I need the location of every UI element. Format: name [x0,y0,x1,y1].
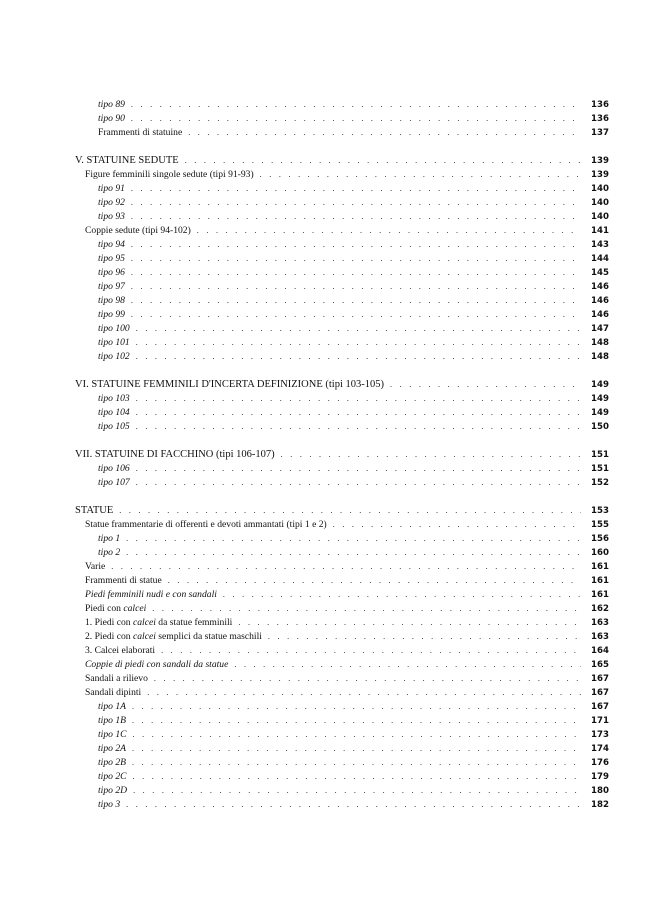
toc-entry-title: Sandali a rilievo [85,673,148,684]
dot-leader [132,700,581,714]
toc-page-number: 149 [591,394,609,404]
toc-page-number: 167 [591,674,609,684]
toc-page-number: 151 [591,464,609,474]
dot-leader [131,238,581,252]
toc-entry [75,406,609,420]
toc-page-number: 149 [591,380,609,390]
toc-page-number: 173 [591,730,609,740]
toc-entry-title: tipo 95 [98,253,125,264]
toc-entry-title: tipo 98 [98,295,125,306]
toc-entry [75,112,609,126]
dot-leader [268,630,581,644]
dot-leader [133,728,581,742]
toc-entry [75,392,609,406]
toc-page-number: 147 [591,324,609,334]
dot-leader [131,182,581,196]
toc-entry [75,700,609,714]
dot-leader [136,420,581,434]
dot-leader [132,742,581,756]
toc-page-number: 167 [591,702,609,712]
toc-page-number: 145 [591,268,609,278]
toc-entry [75,196,609,210]
toc-entry-title: tipo 96 [98,267,125,278]
toc-page-number: 164 [591,646,609,656]
dot-leader [234,658,581,672]
toc-entry [75,322,609,336]
toc-entry [75,462,609,476]
dot-leader [197,224,581,238]
toc-entry-title: Frammenti di statuine [98,127,183,138]
toc-page-number: 180 [591,786,609,796]
toc-entry-title: tipo 1C [98,729,127,740]
toc-entry [75,770,609,784]
dot-leader [131,98,581,112]
toc-entry [75,630,609,644]
toc-page-number: 137 [591,128,609,138]
toc-entry-title: tipo 104 [98,407,130,418]
toc-page-number: 163 [591,618,609,628]
dot-leader [168,574,581,588]
toc-entry-title: tipo 2 [98,547,121,558]
dot-leader [185,154,581,168]
toc-page-number: 161 [591,576,609,586]
dot-leader [188,126,581,140]
dot-leader [136,322,581,336]
dot-leader [119,504,581,518]
toc-page-number: 151 [591,450,609,460]
toc-entry [75,756,609,770]
toc-entry [75,168,609,182]
toc-page-number: 143 [591,240,609,250]
toc-entry [75,798,609,812]
toc-entry-title: tipo 102 [98,351,130,362]
toc-entry-title: Statue frammentarie di offerenti e devoti ammantati (tipi 1 e 2) [85,519,327,530]
toc-page-number: 139 [591,170,609,180]
toc-entry [75,210,609,224]
toc-page-number: 146 [591,282,609,292]
toc-entry-title: STATUE [75,505,114,516]
toc-entry-title: tipo 100 [98,323,130,334]
toc-section-heading [75,504,609,518]
toc-entry [75,252,609,266]
toc-entry [75,714,609,728]
toc-entry-title: Sandali dipinti [85,687,142,698]
dot-leader [281,448,581,462]
toc-page-number: 140 [591,212,609,222]
toc-entry-title: tipo 90 [98,113,125,124]
dot-leader [390,378,581,392]
toc-entry-title: 2. Piedi con calcei semplici da statue maschili [85,631,262,642]
toc-entry-title: tipo 89 [98,99,125,110]
toc-page-number: 174 [591,744,609,754]
dot-leader [136,350,581,364]
toc-entry [75,658,609,672]
toc-entry [75,672,609,686]
toc-entry-title: tipo 2B [98,757,126,768]
toc-page-number: 141 [591,226,609,236]
toc-page-number: 163 [591,632,609,642]
dot-leader [132,756,581,770]
toc-entry [75,728,609,742]
toc-page-number: 140 [591,184,609,194]
toc-page-number: 156 [591,534,609,544]
dot-leader [133,784,581,798]
toc-entry-title: Piedi con calcei [85,603,147,614]
toc-entry [75,308,609,322]
toc-entry-title: tipo 2C [98,771,127,782]
toc-entry [75,686,609,700]
dot-leader [131,210,581,224]
toc-page-number: 146 [591,310,609,320]
toc-entry-title: tipo 93 [98,211,125,222]
toc-section-heading [75,378,609,392]
toc-entry-title: tipo 107 [98,477,130,488]
toc-page-number: 144 [591,254,609,264]
dot-leader [131,294,581,308]
toc-page-number: 136 [591,114,609,124]
toc-entry [75,518,609,532]
toc-entry-title: tipo 105 [98,421,130,432]
toc-entry [75,280,609,294]
toc-page-number: 162 [591,604,609,614]
toc-entry [75,350,609,364]
toc-entry-title: V. STATUINE SEDUTE [75,155,179,166]
toc-entry-title: Piedi femminili nudi e con sandali [85,589,217,600]
toc-page-number: 160 [591,548,609,558]
toc-entry-title: tipo 1B [98,715,126,726]
dot-leader [136,406,581,420]
dot-leader [133,770,581,784]
toc-entry [75,126,609,140]
toc-entry-title: tipo 97 [98,281,125,292]
toc-entry-title: 1. Piedi con calcei da statue femminili [85,617,233,628]
toc-page-number: 149 [591,408,609,418]
toc-entry [75,476,609,490]
dot-leader [131,252,581,266]
toc-entry-title: Coppie di piedi con sandali da statue [85,659,229,670]
table-of-contents [75,98,609,812]
dot-leader [136,336,581,350]
toc-entry-title: tipo 3 [98,799,121,810]
dot-leader [131,280,581,294]
toc-page-number: 152 [591,478,609,488]
toc-entry-title: tipo 106 [98,463,130,474]
toc-entry [75,574,609,588]
toc-page-number: 150 [591,422,609,432]
dot-leader [238,616,581,630]
dot-leader [126,798,581,812]
toc-entry [75,266,609,280]
toc-entry [75,532,609,546]
toc-entry [75,602,609,616]
toc-entry [75,546,609,560]
dot-leader [154,672,581,686]
toc-entry-title: tipo 92 [98,197,125,208]
dot-leader [161,644,581,658]
toc-page-number: 155 [591,520,609,530]
dot-leader [131,112,581,126]
dot-leader [147,686,581,700]
toc-section-heading [75,448,609,462]
dot-leader [111,560,581,574]
toc-entry [75,588,609,602]
toc-entry [75,238,609,252]
toc-page-number: 171 [591,716,609,726]
toc-section-heading [75,154,609,168]
toc-entry [75,98,609,112]
toc-entry [75,336,609,350]
toc-entry [75,420,609,434]
toc-entry-title: tipo 1 [98,533,121,544]
dot-leader [333,518,581,532]
toc-entry-title: tipo 2D [98,785,128,796]
toc-entry-title: tipo 99 [98,309,125,320]
dot-leader [223,588,581,602]
toc-entry-title: tipo 94 [98,239,125,250]
toc-page-number: 182 [591,800,609,810]
toc-page-number: 148 [591,352,609,362]
toc-entry-title: VII. STATUINE DI FACCHINO (tipi 106-107) [75,449,275,460]
toc-page-number: 136 [591,100,609,110]
dot-leader [132,714,581,728]
toc-page-number: 146 [591,296,609,306]
toc-entry [75,294,609,308]
dot-leader [131,196,581,210]
toc-page-number: 176 [591,758,609,768]
toc-entry-title: Coppie sedute (tipi 94-102) [85,225,191,236]
toc-page-number: 179 [591,772,609,782]
toc-entry-title: VI. STATUINE FEMMINILI D'INCERTA DEFINIZIONE (tipi 103-105) [75,379,385,390]
dot-leader [136,462,581,476]
toc-entry [75,784,609,798]
toc-entry [75,742,609,756]
toc-entry [75,182,609,196]
toc-entry-title: Varie [85,561,106,572]
dot-leader [152,602,581,616]
dot-leader [136,392,581,406]
toc-entry-title: 3. Calcei elaborati [85,645,156,656]
dot-leader [136,476,581,490]
toc-entry-title: tipo 91 [98,183,125,194]
dot-leader [260,168,581,182]
toc-entry-title: tipo 103 [98,393,130,404]
toc-page-number: 167 [591,688,609,698]
toc-page-number: 153 [591,506,609,516]
dot-leader [126,546,581,560]
toc-entry [75,616,609,630]
toc-page-number: 165 [591,660,609,670]
dot-leader [131,308,581,322]
toc-page-number: 140 [591,198,609,208]
toc-page-number: 139 [591,156,609,166]
dot-leader [131,266,581,280]
dot-leader [126,532,581,546]
toc-entry [75,560,609,574]
toc-entry-title: tipo 1A [98,701,126,712]
toc-entry [75,644,609,658]
toc-page-number: 148 [591,338,609,348]
toc-entry-title: tipo 2A [98,743,126,754]
toc-entry-title: Figure femminili singole sedute (tipi 91-93) [85,169,254,180]
toc-entry [75,224,609,238]
toc-entry-title: tipo 101 [98,337,130,348]
toc-page-number: 161 [591,590,609,600]
toc-entry-title: Frammenti di statue [85,575,162,586]
toc-page-number: 161 [591,562,609,572]
